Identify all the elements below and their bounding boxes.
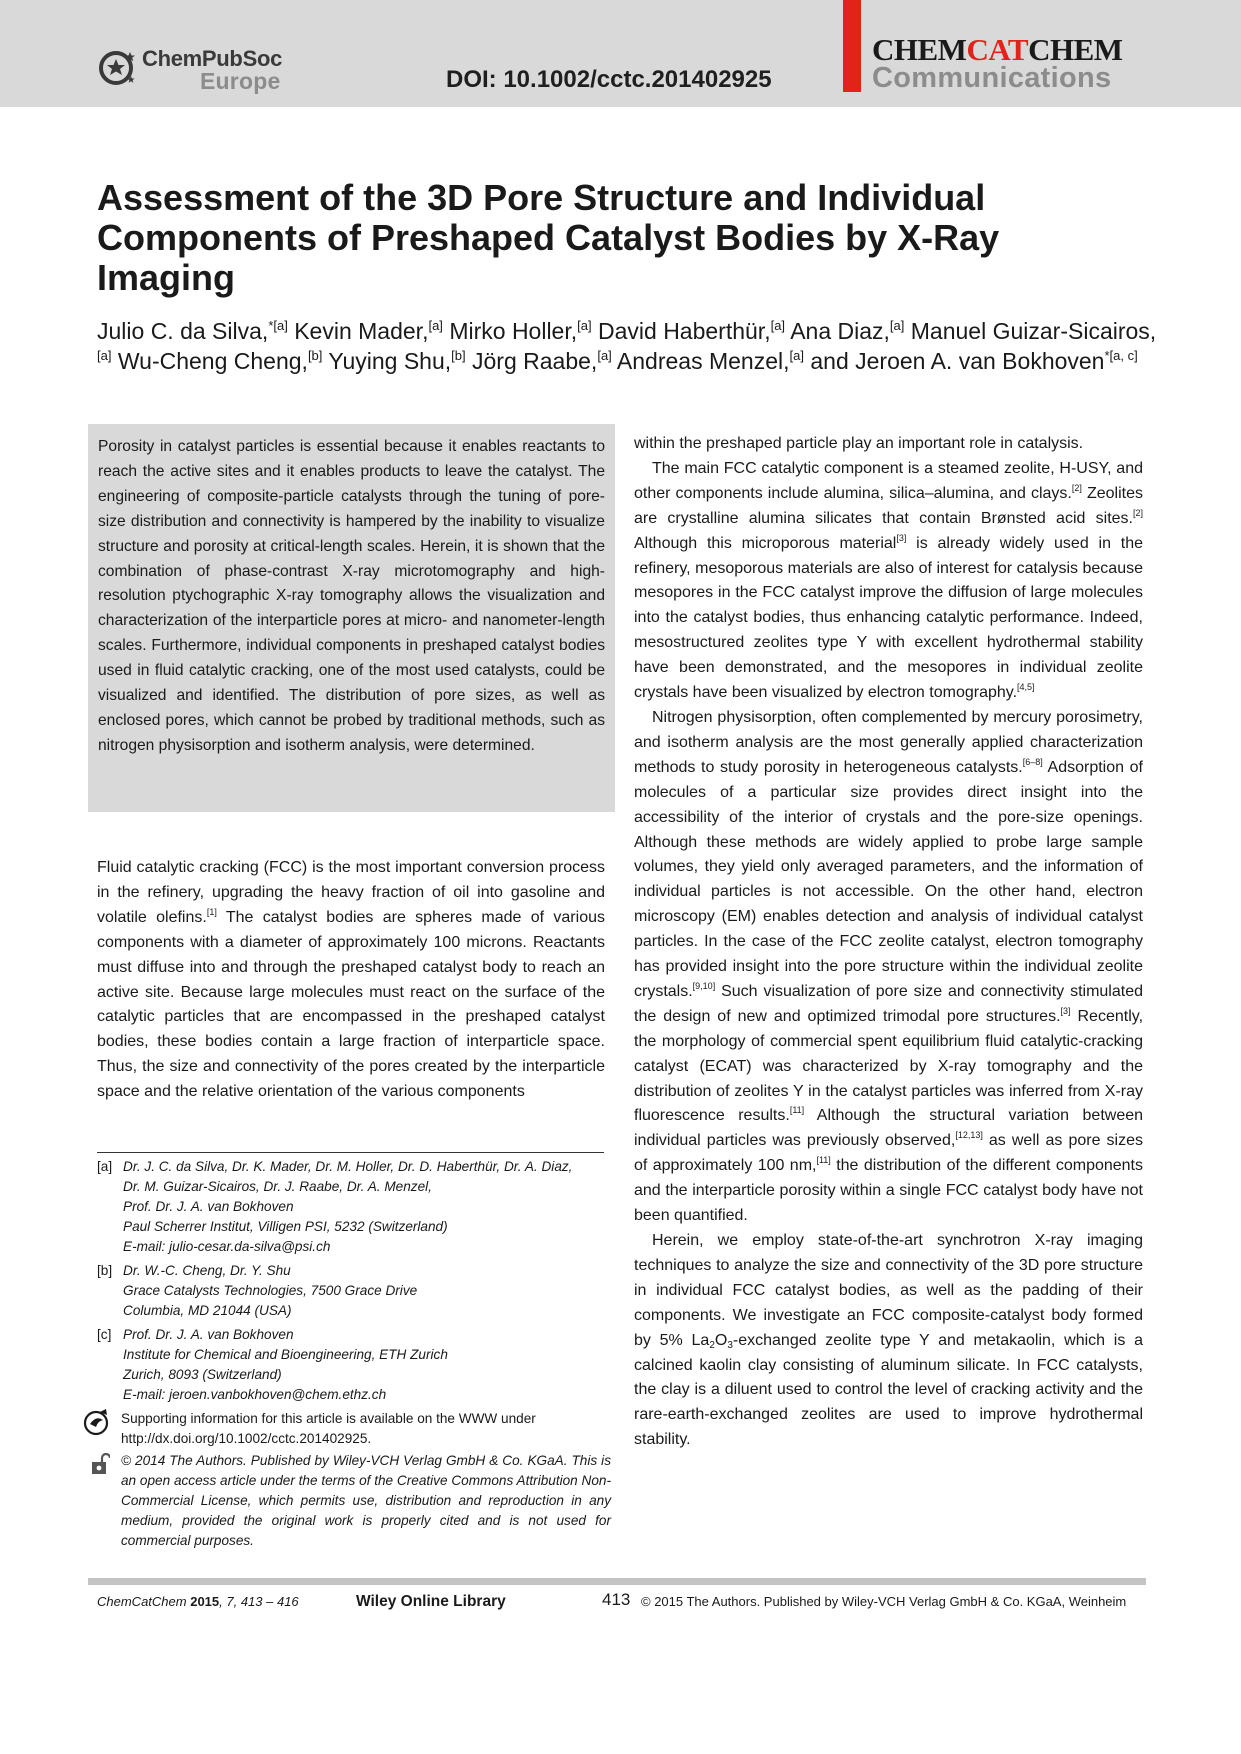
affiliation-line: Dr. M. Guizar-Sicairos, Dr. J. Raabe, Dr. A. Menzel, [123,1179,432,1194]
author-name: Manuel Guizar-Sicairos, [910,318,1157,344]
reference-citation[interactable]: [11] [816,1155,831,1166]
author-affiliation-mark: [a] [428,318,443,333]
author-name: Kevin Mader, [294,318,429,344]
affiliation-line: Dr. J. C. da Silva, Dr. K. Mader, Dr. M. Holler, Dr. D. Haberthür, Dr. A. Diaz, [123,1159,573,1174]
body-paragraph [634,432,1143,457]
body-paragraph [634,706,1143,1229]
body-text: Although this microporous material [634,534,897,552]
reference-citation[interactable]: [12,13] [955,1130,983,1141]
wiley-online-library-link[interactable]: Wiley Online Library [356,1593,506,1610]
affiliation [97,1157,617,1257]
affiliation-line: Prof. Dr. J. A. van Bokhoven [123,1327,294,1342]
supporting-info-note[interactable]: Supporting information for this article is available on the WWW under http://dx.doi.org/10.1002/cctc.201402925. [121,1411,536,1446]
author-affiliation-mark: *[a, c] [1104,348,1138,363]
publisher-logo[interactable] [96,44,286,96]
author-affiliation-mark: [a] [889,318,905,333]
author-list [97,316,1157,376]
citation-footer [97,1594,299,1609]
body-text: Although the structural variation between individual particles was previously observed, [634,1107,1144,1150]
reference-citation[interactable]: [9,10] [692,980,716,991]
body-text: Recently, the morphology of commercial spent equilibrium fluid catalytic-cracking catalyst (ECAT) was characterized by X-ray tomography and the distribution of zeolites Y in the catalyst particles was inferred from X-ray fluorescence results. [634,1007,1144,1125]
footer-copyright: © 2015 The Authors. Published by Wiley-VCH Verlag GmbH & Co. KGaA, Weinheim [641,1594,1127,1609]
author-name: Ana Diaz, [790,318,890,344]
open-access-license: © 2014 The Authors. Published by Wiley-VCH Verlag GmbH & Co. KGaA. This is an open access article under the terms of the Creative Commons Attribution Non-Commercial License, which permits use, distribution and reproduction in any medium, provided the original work is properly cited and is not used for commercial purposes. [121,1453,611,1548]
author-affiliation-mark: [a] [97,348,112,363]
affiliation-line: Columbia, MD 21044 (USA) [123,1303,292,1318]
supporting-info-icon [82,1407,112,1437]
author-name: Yuying Shu, [328,348,452,374]
author-affiliation-mark: [a] [597,348,612,363]
affiliation-mark: [a] [97,1159,113,1174]
body-text: Fluid catalytic cracking (FCC) is the most important conversion process in the refinery, upgrading the heavy fraction of oil into gasoline and volatile olefins. [97,859,605,926]
affiliation-line: Paul Scherrer Institut, Villigen PSI, 5232 (Switzerland) [123,1219,448,1234]
body-text: Nitrogen physisorption, often complemented by mercury porosimetry, and isotherm analysis are the most generally applied characterization methods to study porosity in heterogeneous catalysts. [634,708,1143,776]
affiliation-line[interactable]: E-mail: jeroen.vanbokhoven@chem.ethz.ch [123,1387,387,1402]
body-text: -exchanged zeolite type Y and metakaolin, which is a calcined kaolin clay consisting of aluminum silicate. In FCC catalysts, the clay is a diluent used to control the level of cracking activity and the rare-earth-exchanged zeolites are used to improve hydrothermal stability. [634,1331,1143,1449]
doi-link[interactable]: DOI: 10.1002/cctc.201402925 [446,66,772,93]
journal-name-part3: CHEM [1028,32,1123,67]
reference-citation[interactable]: [11] [789,1105,805,1116]
publisher-region: Europe [200,68,281,94]
publisher-name: ChemPubSoc [142,46,283,71]
body-text: Herein, we employ state-of-the-art synchrotron X-ray imaging techniques to analyze the size and connectivity of the 3D pore structure in individual FCC catalyst bodies, as well as the padding of their components. We investigate an FCC composite-catalyst body formed by 5% La [634,1232,1143,1349]
body-text: Such visualization of pore size and connectivity stimulated the design of new and optimized trimodal pore structures. [634,982,1143,1025]
body-paragraph [97,856,605,1105]
author-affiliation-mark: *[a] [268,318,288,333]
body-text: within the preshaped particle play an important role in catalysis. [634,435,1084,452]
body-text: the distribution of the different components and the interparticle porosity within a single FCC catalyst body have not been quantified. [634,1157,1143,1225]
reference-citation[interactable]: [3] [896,532,907,543]
body-text: as well as pore sizes of approximately 100 nm, [634,1132,1144,1175]
author-affiliation-mark: [a] [789,348,804,363]
journal-accent-bar [843,0,861,92]
author-affiliation-mark: [b] [307,348,323,363]
subscript: 2 [709,1339,715,1351]
affiliation-line: Zurich, 8093 (Switzerland) [123,1367,282,1382]
subscript: 3 [727,1339,733,1351]
body-text: Adsorption of molecules of a particular size provides direct insight into the accessibility of the interior of crystals and the pore-size openings. Although these methods are widely applied to probe large sample volumes, they yield only averaged parameters, and the information of individual particles is not accessible. On the other hand, electron microscopy (EM) enables detection and analysis of individual catalyst particles. In the case of the FCC zeolite catalyst, electron tomography has provided insight into the pore structure within the individual zeolite crystals. [634,758,1144,1000]
footer-year: 2015 [190,1594,220,1609]
author-affiliation-mark: [a] [577,318,592,333]
affiliation-line: Dr. W.-C. Cheng, Dr. Y. Shu [123,1263,291,1278]
page-number: 413 [602,1590,631,1609]
affiliation-line[interactable]: E-mail: julio-cesar.da-silva@psi.ch [123,1239,331,1254]
body-right-column [634,432,1143,1453]
body-paragraph [634,457,1143,706]
reference-citation[interactable]: [3] [1060,1005,1071,1016]
body-text: is already widely used in the refinery, mesoporous materials are also of interest for catalysis because mesopores in the FCC catalyst improve the diffusion of large molecules into the catalyst bodies, thus enhancing catalytic performance. Indeed, mesostructured zeolites type Y with excellent hydrothermal stability have been demonstrated, and the mesopores in individual zeolite crystals have been visualized by electron tomography. [634,534,1143,702]
author-name: Wu-Cheng Cheng, [117,348,308,374]
open-access-lock-icon [90,1452,110,1476]
reference-citation[interactable]: [2] [1132,507,1143,518]
reference-citation[interactable]: [1] [206,906,217,917]
affiliation [97,1261,617,1321]
article-title: Assessment of the 3D Pore Structure and Individual Components of Preshaped Catalyst Bodies by X-Ray Imaging [97,177,1000,298]
author-name: Julio C. da Silva, [97,318,269,344]
author-name: Mirko Holler, [449,318,578,344]
body-text: The main FCC catalytic component is a steamed zeolite, H-USY, and other components include alumina, silica–alumina, and clays. [634,459,1143,502]
chempubsoc-star-icon [96,46,140,90]
affiliation-line: Prof. Dr. J. A. van Bokhoven [123,1199,294,1214]
author-affiliation-mark: [b] [451,348,466,363]
affiliation-mark: [c] [97,1327,112,1342]
body-text: Zeolites are crystalline alumina silicates that contain Brønsted acid sites. [634,484,1144,527]
body-left-column [97,856,605,1105]
reference-citation[interactable]: [6–8] [1022,756,1043,767]
author-affiliation-mark: [a] [770,318,786,333]
footer-rule [88,1578,1146,1585]
abstract: Porosity in catalyst particles is essential because it enables reactants to reach the active sites and it enables products to leave the catalyst. The engineering of composite-particle catalysts through the tuning of pore-size distribution and connectivity is hampered by the inability to visualize structure and porosity at critical-length scales. Herein, it is shown that the combination of phase-contrast X-ray microtomography and high-resolution ptychographic X-ray tomography allows the visualization and characterization of the interparticle pores at micro- and nanometer-length scales. Furthermore, individual components in preshaped catalyst bodies used in fluid catalytic cracking, one of the most used catalysts, could be visualized and identified. The distribution of pore sizes, as well as enclosed pores, which cannot be probed by traditional methods, such as nitrogen physisorption and isotherm analysis, were determined. [88,424,615,812]
body-text: The catalyst bodies are spheres made of various components with a diameter of approximately 100 microns. Reactants must diffuse into and through the preshaped catalyst body to reach an active site. Because large molecules must react on the surface of the catalytic particles that are encompassed in the preshaped catalyst bodies, these bodies contain a large fraction of interparticle space. Thus, the size and connectivity of the pores created by the interparticle space and the relative orientation of the various components [97,908,605,1101]
affiliations [97,1157,617,1409]
journal-name-part1: CHEM [872,32,967,67]
affiliation-line: Grace Catalysts Technologies, 7500 Grace Drive [123,1283,418,1298]
footer-volume: , 7, 413 – 416 [219,1594,299,1609]
article-type: Communications [872,62,1112,94]
footnote-rule [97,1152,604,1153]
reference-citation[interactable]: [2] [1071,482,1082,493]
affiliation-line: Institute for Chemical and Bioengineering, ETH Zurich [123,1347,448,1362]
author-name: and Jeroen A. van Bokhoven [810,348,1105,374]
journal-name-part2: CAT [966,32,1029,67]
reference-citation[interactable]: [4,5] [1017,682,1035,693]
body-paragraph [634,1229,1143,1453]
author-name: Andreas Menzel, [616,348,790,374]
affiliation [97,1325,617,1405]
author-name: David Haberthür, [598,318,771,344]
body-text: O [714,1331,728,1349]
footer-journal: ChemCatChem [97,1594,187,1609]
author-name: Jörg Raabe, [472,348,598,374]
affiliation-mark: [b] [97,1263,113,1278]
